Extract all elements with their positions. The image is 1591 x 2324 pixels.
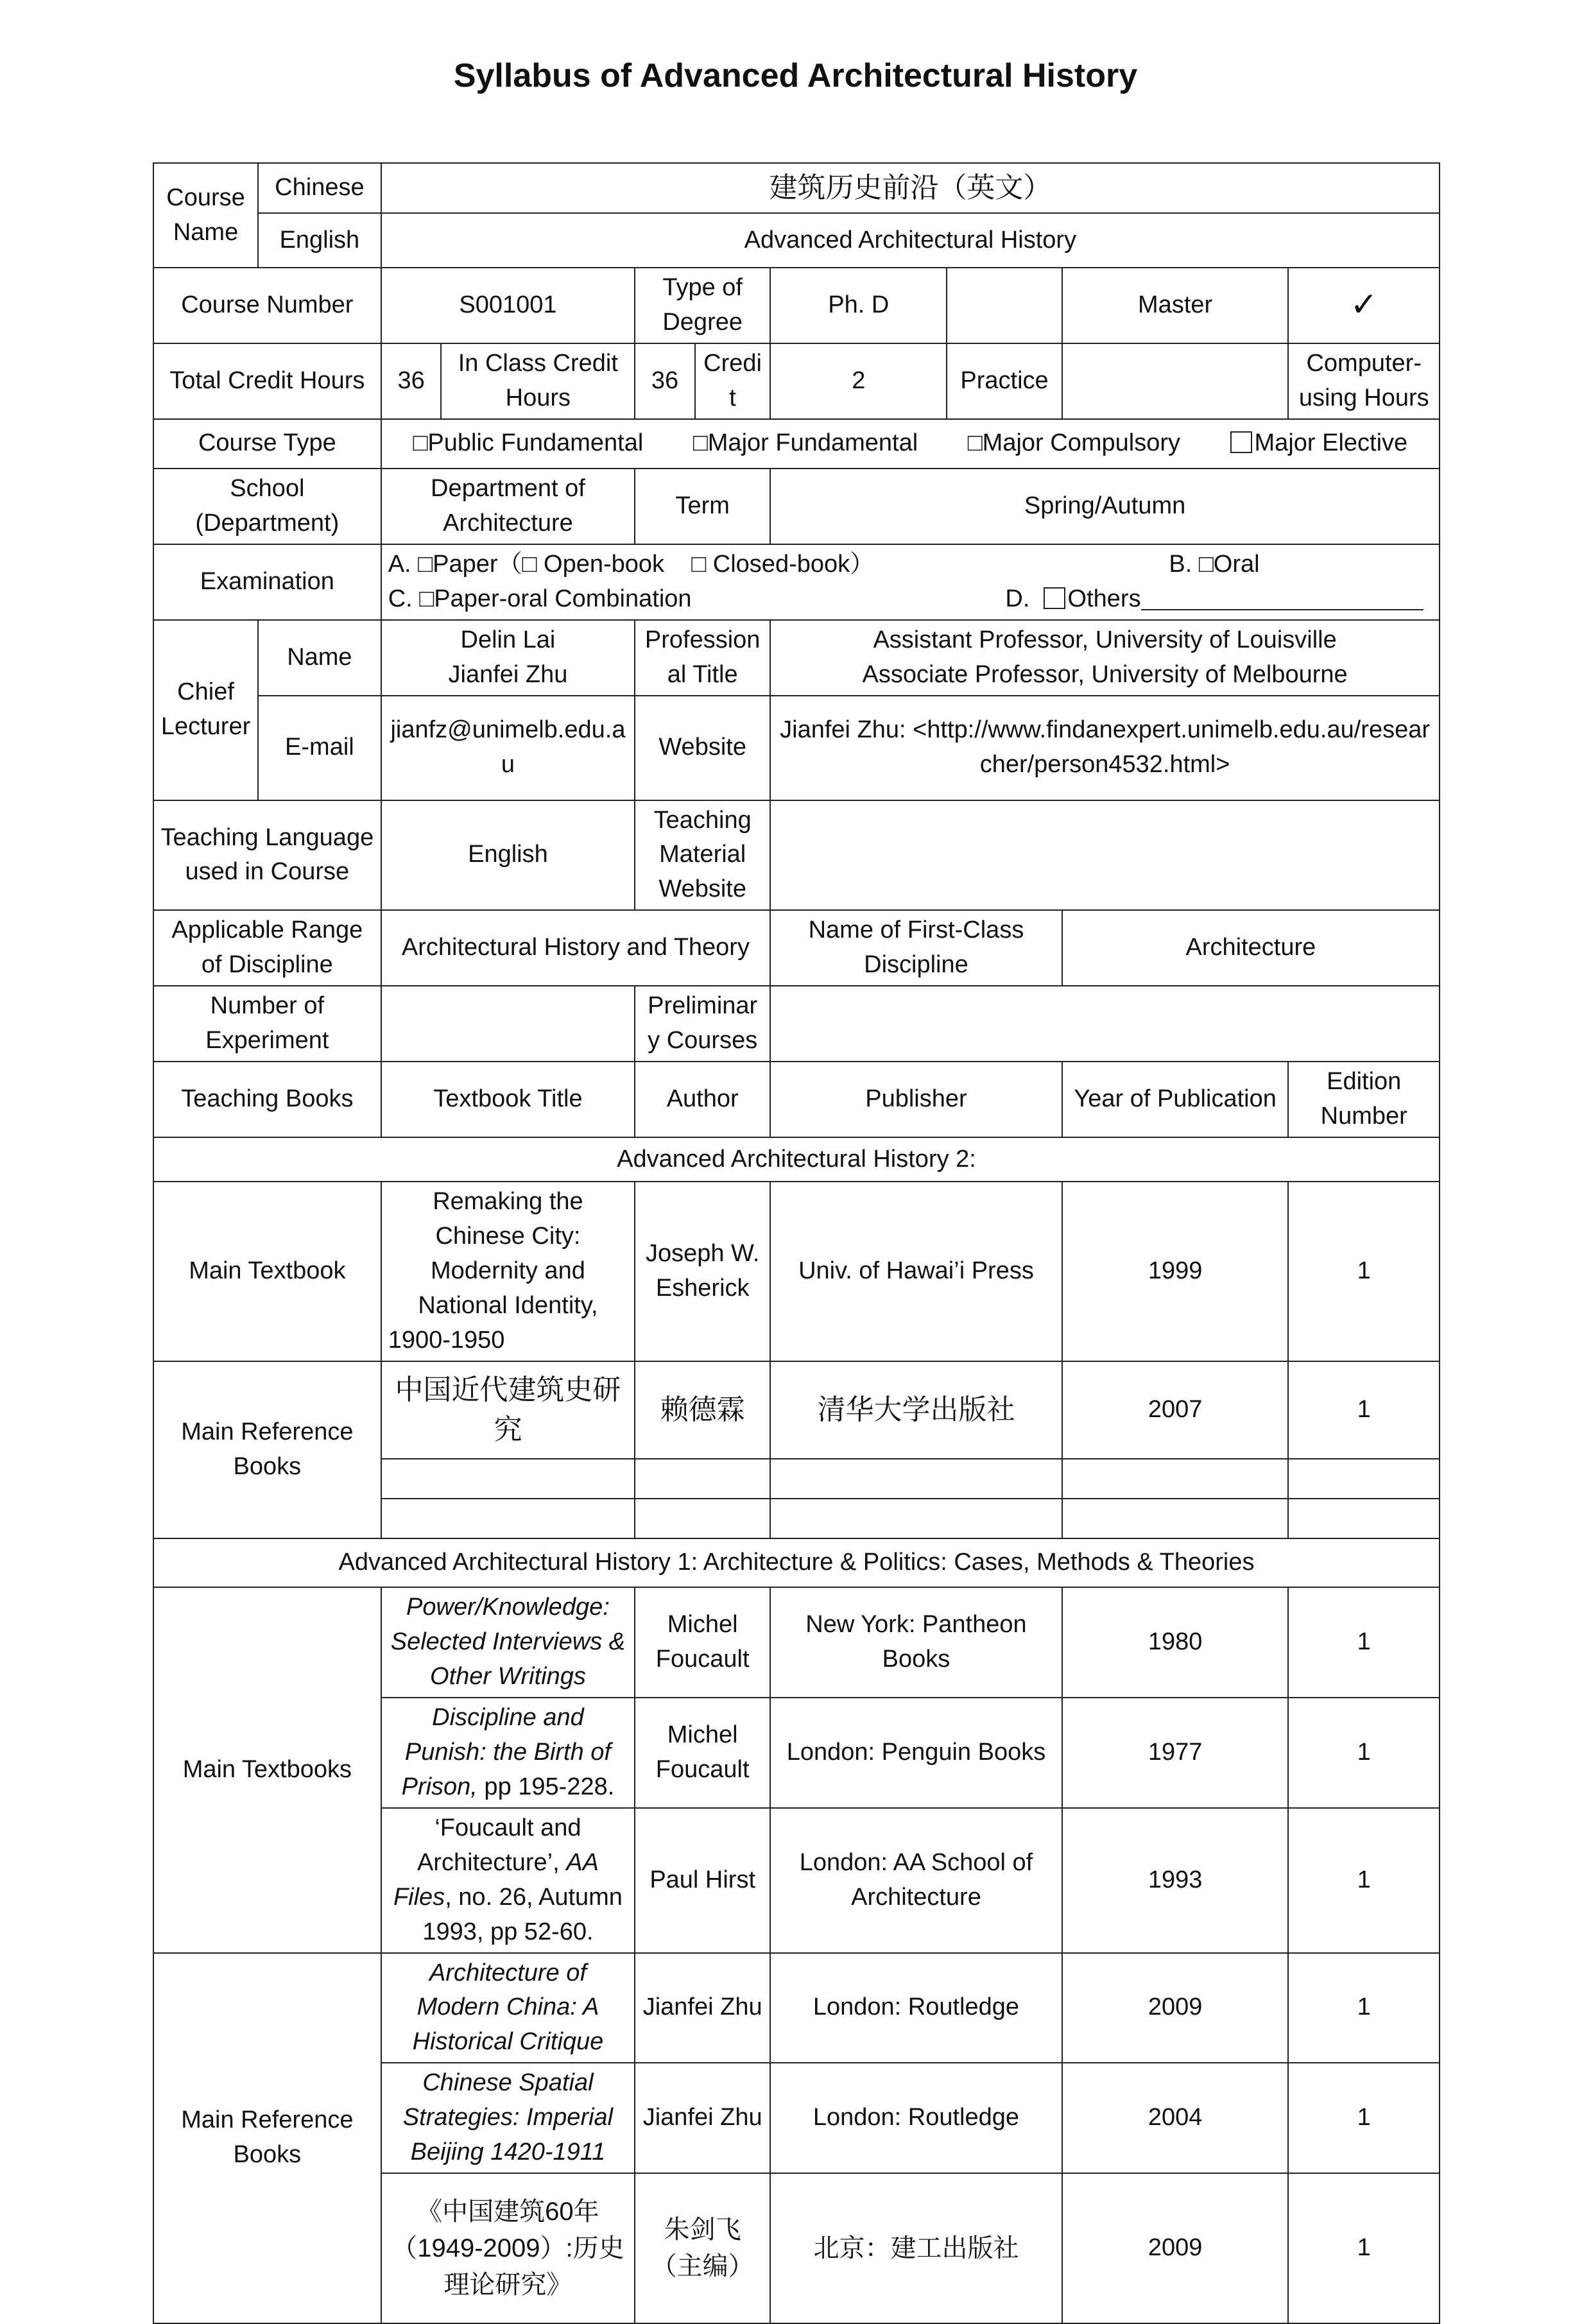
book-author: 朱剑飞（主编） [635,2173,770,2323]
teaching-language-value: English [381,800,635,911]
exam-option-d: D. [1005,585,1030,612]
publisher-header: Publisher [770,1062,1062,1137]
master-label: Master [1062,268,1289,343]
email-label: E-mail [258,696,381,800]
first-class-discipline-value: Architecture [1062,910,1440,986]
website-label: Website [635,696,770,800]
course-number-label: Course Number [153,268,381,343]
course-type-public: □Public Fundamental [413,429,644,457]
part1-heading: Advanced Architectural History 1: Architecture & Politics: Cases, Methods & Theories [153,1538,1440,1587]
school-label: School (Department) [153,469,381,544]
page-title: Syllabus of Advanced Architectural History [453,57,1138,94]
course-type-major-fundamental: □Major Fundamental [692,429,918,457]
lecturer-email[interactable]: jianfz@unimelb.edu.au [381,696,635,800]
term-value: Spring/Autumn [770,469,1440,544]
book-edition: 1 [1288,1182,1440,1361]
book-year: 1980 [1062,1587,1289,1698]
book-edition: 1 [1288,2173,1440,2323]
book-edition: 1 [1288,1587,1440,1698]
book-title: Chinese Spatial Strategies: Imperial Beijing 1420-1911 [381,2063,635,2173]
main-reference-books-label: Main Reference Books [153,1953,381,2324]
course-type-options [381,419,1440,469]
book-publisher: 清华大学出版社 [770,1361,1062,1459]
type-of-degree-label: Type of Degree [635,268,770,343]
term-label: Term [635,469,770,544]
syllabus-table [153,162,1440,2324]
book-publisher: New York: Pantheon Books [770,1587,1062,1698]
book-publisher: London: Routledge [770,2063,1062,2173]
exam-option-others: Others [1067,585,1141,612]
book-year: 1999 [1062,1182,1289,1361]
book-title: Discipline and Punish: the Birth of Prison, pp 195-228. [381,1698,635,1808]
book-title: Architecture of Modern China: A Historical Critique [381,1953,635,2063]
practice-value [1062,343,1289,419]
book-author: Jianfei Zhu [635,1953,770,2063]
credit-label: Credit [695,343,770,419]
credit-value: 2 [770,343,947,419]
practice-label: Practice [947,343,1062,419]
lecturer-names: Delin Lai Jianfei Zhu [381,620,635,696]
teaching-language-label: Teaching Language used in Course [153,800,381,911]
experiment-label: Number of Experiment [153,986,381,1062]
main-reference-books-label: Main Reference Books [153,1361,381,1538]
master-check-icon: ✓ [1288,268,1440,343]
book-year: 1977 [1062,1698,1289,1808]
book-author: 赖德霖 [635,1361,770,1459]
book-year: 2009 [1062,2173,1289,2323]
computer-hours-label: Computer-using Hours [1288,343,1440,419]
others-blank-line [1141,587,1423,610]
book-edition: 1 [1288,1808,1440,1953]
lecturer-titles: Assistant Professor, University of Louisville Associate Professor, University of Melbourne [770,620,1440,696]
lecturer-website[interactable]: Jianfei Zhu: <http://www.findanexpert.unimelb.edu.au/researcher/person4532.html> [770,696,1440,800]
examination-label: Examination [153,544,381,620]
year-header: Year of Publication [1062,1062,1289,1137]
chinese-label: Chinese [258,163,381,213]
textbook-title-header: Textbook Title [381,1062,635,1137]
exam-option-a: A. □Paper（□ Open-book [388,550,665,578]
checkbox-icon [1044,587,1065,609]
course-name-english: Advanced Architectural History [381,213,1440,268]
book-year: 1993 [1062,1808,1289,1953]
examination-options [381,544,1440,620]
preliminary-courses-value [770,986,1440,1062]
preliminary-courses-label: Preliminary Courses [635,986,770,1062]
book-year: 2007 [1062,1361,1289,1459]
book-publisher: London: Penguin Books [770,1698,1062,1808]
chief-lecturer-label: Chief Lecturer [153,620,258,800]
book-title: Power/Knowledge: Selected Interviews & Other Writings [381,1587,635,1698]
course-name-label: Course Name [153,163,258,268]
book-title: 中国近代建筑史研究 [381,1361,635,1459]
course-type-major-compulsory: □Major Compulsory [967,429,1180,457]
teaching-books-label: Teaching Books [153,1062,381,1137]
book-edition: 1 [1288,1361,1440,1459]
edition-header: Edition Number [1288,1062,1440,1137]
book-year: 2004 [1062,2063,1289,2173]
total-credit-hours-value: 36 [381,343,442,419]
phd-label: Ph. D [770,268,947,343]
book-year: 2009 [1062,1953,1289,2063]
total-credit-hours-label: Total Credit Hours [153,343,381,419]
name-label: Name [258,620,381,696]
book-author: Paul Hirst [635,1808,770,1953]
book-publisher: 北京：建工出版社 [770,2173,1062,2323]
discipline-range-label: Applicable Range of Discipline [153,910,381,986]
book-title: ‘Foucault and Architecture’, AA Files, no. 26, Autumn 1993, pp 52-60. [381,1808,635,1953]
course-type-label: Course Type [153,419,381,469]
course-type-major-elective: Major Elective [1254,429,1408,457]
book-publisher: London: AA School of Architecture [770,1808,1062,1953]
school-value: Department of Architecture [381,469,635,544]
main-textbooks-label: Main Textbooks [153,1587,381,1953]
professional-title-label: Professional Title [635,620,770,696]
book-author: Michel Foucault [635,1698,770,1808]
book-title: 《中国建筑60年（1949-2009）:历史理论研究》 [381,2173,635,2323]
english-label: English [258,213,381,268]
book-edition: 1 [1288,2063,1440,2173]
course-name-chinese: 建筑历史前沿（英文） [381,163,1440,213]
book-author: Michel Foucault [635,1587,770,1698]
book-publisher: Univ. of Hawai’i Press [770,1182,1062,1361]
book-edition: 1 [1288,1698,1440,1808]
checkbox-icon [1230,431,1252,453]
teaching-material-website-value [770,800,1440,911]
experiment-value [381,986,635,1062]
course-number-value: S001001 [381,268,635,343]
in-class-hours-value: 36 [635,343,695,419]
exam-option-c: C. □Paper-oral Combination [388,585,692,612]
teaching-material-website-label: Teaching Material Website [635,800,770,911]
phd-mark [947,268,1062,343]
author-header: Author [635,1062,770,1137]
book-author: Jianfei Zhu [635,2063,770,2173]
discipline-range-value: Architectural History and Theory [381,910,770,986]
book-author: Joseph W. Esherick [635,1182,770,1361]
main-textbook-label: Main Textbook [153,1182,381,1361]
book-title: Remaking the Chinese City: Modernity and National Identity, 1900-1950 [381,1182,635,1361]
book-edition: 1 [1288,1953,1440,2063]
part2-heading: Advanced Architectural History 2: [153,1137,1440,1182]
in-class-hours-label: In Class Credit Hours [441,343,635,419]
book-publisher: London: Routledge [770,1953,1062,2063]
exam-option-closed: □ Closed-book） [691,550,875,578]
exam-option-b: B. □Oral [1169,550,1260,578]
first-class-discipline-label: Name of First-Class Discipline [770,910,1062,986]
